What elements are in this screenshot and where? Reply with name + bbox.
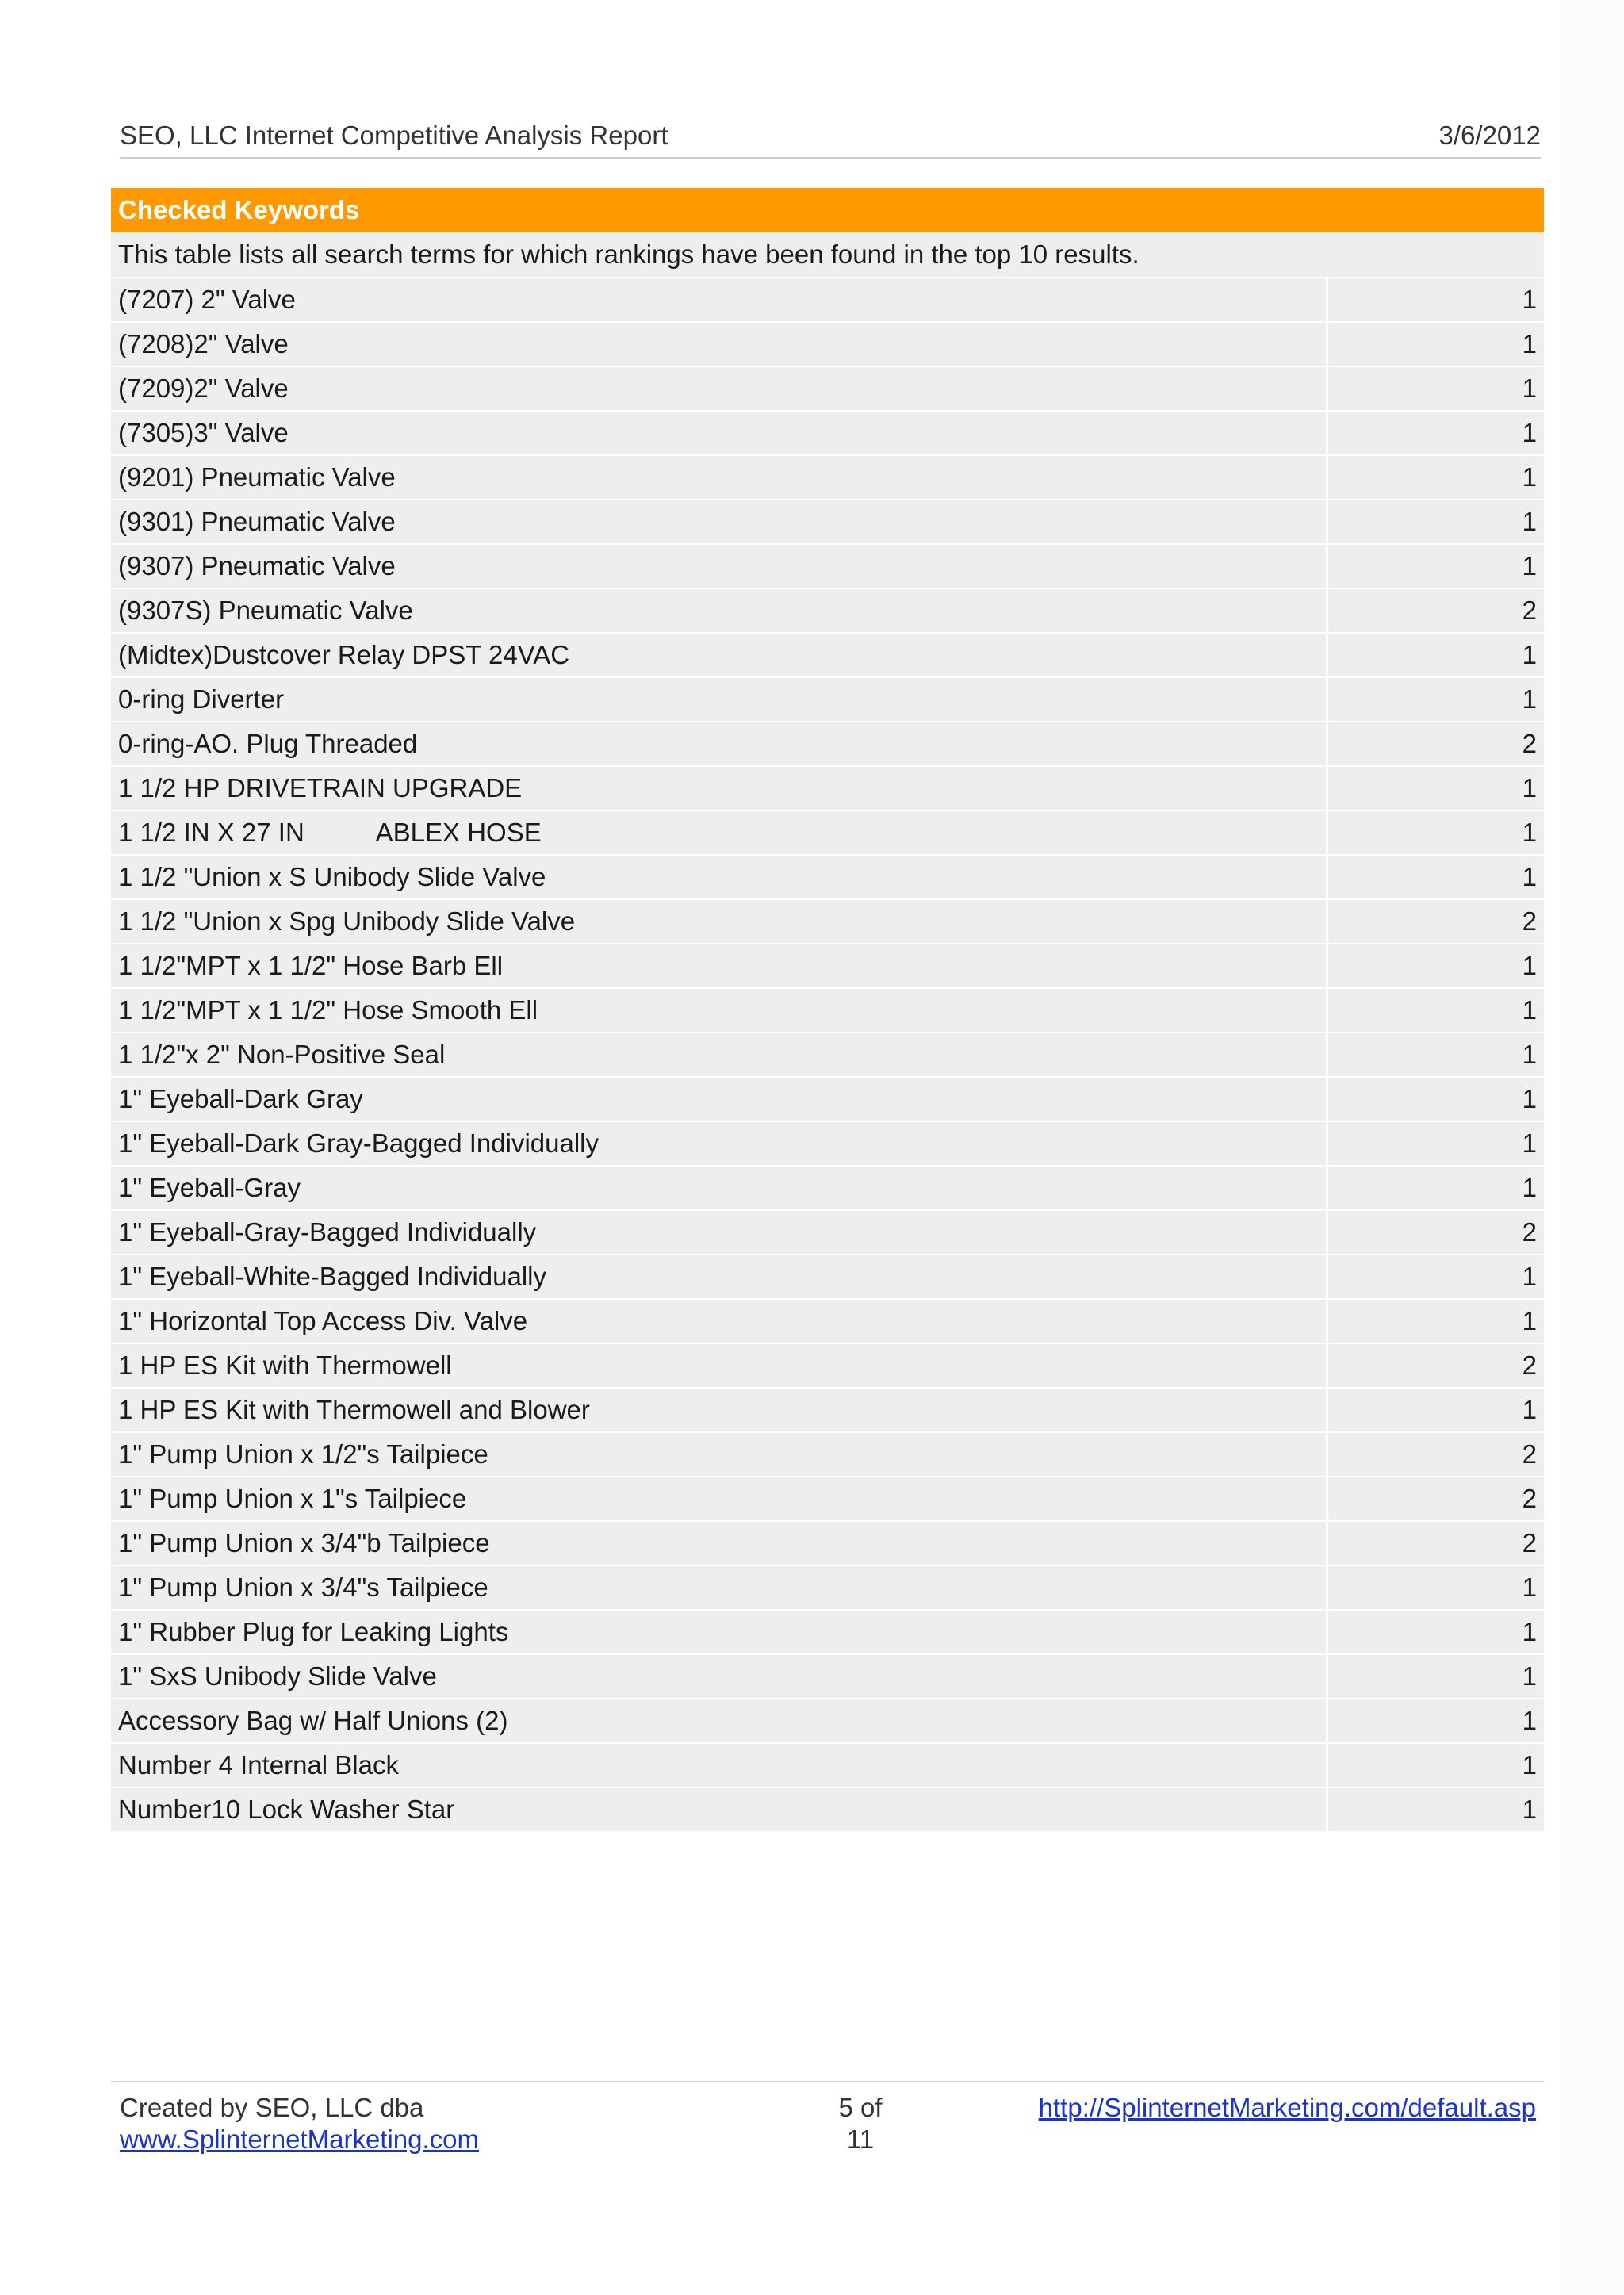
keyword-count: 1 (1328, 678, 1544, 722)
table-row (111, 678, 1544, 722)
keyword-count: 2 (1328, 1344, 1544, 1389)
table-row (111, 323, 1544, 367)
keyword-name: 1 1/2 HP DRIVETRAIN UPGRADE (111, 767, 1328, 811)
keyword-name: 1" Horizontal Top Access Div. Valve (111, 1300, 1328, 1344)
keyword-name: (7207) 2" Valve (111, 278, 1328, 323)
keyword-name: 0-ring Diverter (111, 678, 1328, 722)
table-row (111, 412, 1544, 456)
table-row (111, 1255, 1544, 1300)
keyword-name: Accessory Bag w/ Half Unions (2) (111, 1699, 1328, 1744)
table-row (111, 1655, 1544, 1699)
table-row (111, 589, 1544, 634)
table-row (111, 989, 1544, 1033)
keyword-name: 1" Pump Union x 1"s Tailpiece (111, 1477, 1328, 1522)
section-description: This table lists all search terms for which rankings have been found in the top 10 results. (111, 232, 1544, 278)
keyword-count: 1 (1328, 1744, 1544, 1788)
report-title: SEO, LLC Internet Competitive Analysis Report (120, 121, 668, 150)
keyword-count: 2 (1328, 589, 1544, 634)
table-row (111, 1699, 1544, 1744)
table-row (111, 1611, 1544, 1655)
keyword-name: 1 1/2"x 2" Non-Positive Seal (111, 1033, 1328, 1078)
page-number (801, 2092, 920, 2155)
keyword-count: 1 (1328, 367, 1544, 412)
table-row (111, 456, 1544, 500)
footer-url (1039, 2092, 1536, 2124)
keyword-count: 2 (1328, 1433, 1544, 1477)
table-row (111, 1566, 1544, 1611)
keyword-count: 1 (1328, 989, 1544, 1033)
keyword-name: 1 1/2 "Union x S Unibody Slide Valve (111, 856, 1328, 900)
keyword-count: 1 (1328, 323, 1544, 367)
keyword-name: 1" Eyeball-White-Bagged Individually (111, 1255, 1328, 1300)
keyword-name: 1" Eyeball-Dark Gray (111, 1078, 1328, 1122)
table-row (111, 722, 1544, 767)
table-row (111, 1433, 1544, 1477)
footer-url-link[interactable]: http://SplinternetMarketing.com/default.asp (1038, 2093, 1536, 2122)
keyword-name: 1" Pump Union x 1/2"s Tailpiece (111, 1433, 1328, 1477)
table-row (111, 767, 1544, 811)
keyword-name: 1" SxS Unibody Slide Valve (111, 1655, 1328, 1699)
page-edge-shade (1561, 0, 1624, 2295)
checked-keywords-table (111, 188, 1544, 1833)
keyword-name: Number10 Lock Washer Star (111, 1788, 1328, 1833)
keyword-count: 1 (1328, 1122, 1544, 1167)
keyword-count: 2 (1328, 1522, 1544, 1566)
table-row (111, 1300, 1544, 1344)
keyword-count: 1 (1328, 767, 1544, 811)
keyword-name: (9201) Pneumatic Valve (111, 456, 1328, 500)
table-row (111, 367, 1544, 412)
keyword-count: 1 (1328, 1788, 1544, 1833)
keyword-count: 1 (1328, 944, 1544, 989)
keyword-count: 1 (1328, 412, 1544, 456)
keyword-count: 1 (1328, 1699, 1544, 1744)
table-row (111, 811, 1544, 856)
table-row (111, 1477, 1544, 1522)
keyword-count: 2 (1328, 722, 1544, 767)
keyword-name: (7305)3" Valve (111, 412, 1328, 456)
section-description-row (111, 232, 1544, 278)
table-row (111, 856, 1544, 900)
keyword-name: Number 4 Internal Black (111, 1744, 1328, 1788)
keyword-name: 1 1/2 IN X 27 IN ABLEX HOSE (111, 811, 1328, 856)
keyword-name: 1 1/2 "Union x Spg Unibody Slide Valve (111, 900, 1328, 944)
keyword-count: 1 (1328, 1255, 1544, 1300)
keyword-name: 1 HP ES Kit with Thermowell (111, 1344, 1328, 1389)
keyword-count: 1 (1328, 1167, 1544, 1211)
keyword-count: 1 (1328, 1078, 1544, 1122)
table-row (111, 944, 1544, 989)
keyword-count: 1 (1328, 1566, 1544, 1611)
keyword-name: 1 1/2"MPT x 1 1/2" Hose Smooth Ell (111, 989, 1328, 1033)
keyword-count: 1 (1328, 278, 1544, 323)
table-row (111, 1211, 1544, 1255)
keyword-count: 1 (1328, 500, 1544, 545)
keyword-count: 1 (1328, 1655, 1544, 1699)
keyword-count: 2 (1328, 1477, 1544, 1522)
page-number-of: 5 of (838, 2093, 883, 2122)
table-row (111, 1078, 1544, 1122)
keyword-name: 1" Eyeball-Gray (111, 1167, 1328, 1211)
keyword-count: 1 (1328, 1033, 1544, 1078)
keyword-name: (9307S) Pneumatic Valve (111, 589, 1328, 634)
footer-site-link[interactable]: www.SplinternetMarketing.com (120, 2125, 480, 2154)
table-row (111, 1522, 1544, 1566)
table-row (111, 1344, 1544, 1389)
page-number-total: 11 (846, 2125, 875, 2154)
keyword-name: (7209)2" Valve (111, 367, 1328, 412)
keyword-count: 1 (1328, 456, 1544, 500)
table-row (111, 900, 1544, 944)
keyword-count: 1 (1328, 856, 1544, 900)
section-title: Checked Keywords (111, 188, 1544, 232)
keyword-count: 1 (1328, 1611, 1544, 1655)
keyword-name: 1" Pump Union x 3/4"s Tailpiece (111, 1566, 1328, 1611)
table-row (111, 634, 1544, 678)
page-header (120, 116, 1541, 159)
keyword-count: 1 (1328, 545, 1544, 589)
keyword-count: 1 (1328, 1300, 1544, 1344)
section-header-row (111, 188, 1544, 232)
keyword-count: 1 (1328, 1389, 1544, 1433)
keyword-count: 2 (1328, 900, 1544, 944)
table-row (111, 1389, 1544, 1433)
keyword-count: 2 (1328, 1211, 1544, 1255)
page-footer (111, 2081, 1544, 2154)
keyword-name: 1 HP ES Kit with Thermowell and Blower (111, 1389, 1328, 1433)
table-row (111, 1788, 1544, 1833)
keyword-name: 1" Pump Union x 3/4"b Tailpiece (111, 1522, 1328, 1566)
keyword-count: 1 (1328, 811, 1544, 856)
table-row (111, 1744, 1544, 1788)
table-row (111, 278, 1544, 323)
table-row (111, 500, 1544, 545)
keyword-name: (Midtex)Dustcover Relay DPST 24VAC (111, 634, 1328, 678)
keyword-name: (7208)2" Valve (111, 323, 1328, 367)
keyword-name: 1" Eyeball-Gray-Bagged Individually (111, 1211, 1328, 1255)
table-row (111, 1033, 1544, 1078)
keyword-name: (9301) Pneumatic Valve (111, 500, 1328, 545)
keyword-count: 1 (1328, 634, 1544, 678)
table-row (111, 545, 1544, 589)
keyword-name: 1" Eyeball-Dark Gray-Bagged Individually (111, 1122, 1328, 1167)
table-row (111, 1122, 1544, 1167)
report-date: 3/6/2012 (1438, 121, 1541, 150)
keyword-name: 1" Rubber Plug for Leaking Lights (111, 1611, 1328, 1655)
footer-credit (120, 2092, 479, 2155)
keyword-name: 1 1/2"MPT x 1 1/2" Hose Barb Ell (111, 944, 1328, 989)
keyword-name: 0-ring-AO. Plug Threaded (111, 722, 1328, 767)
footer-created-by: Created by SEO, LLC dba (120, 2093, 424, 2122)
keyword-name: (9307) Pneumatic Valve (111, 545, 1328, 589)
table-row (111, 1167, 1544, 1211)
